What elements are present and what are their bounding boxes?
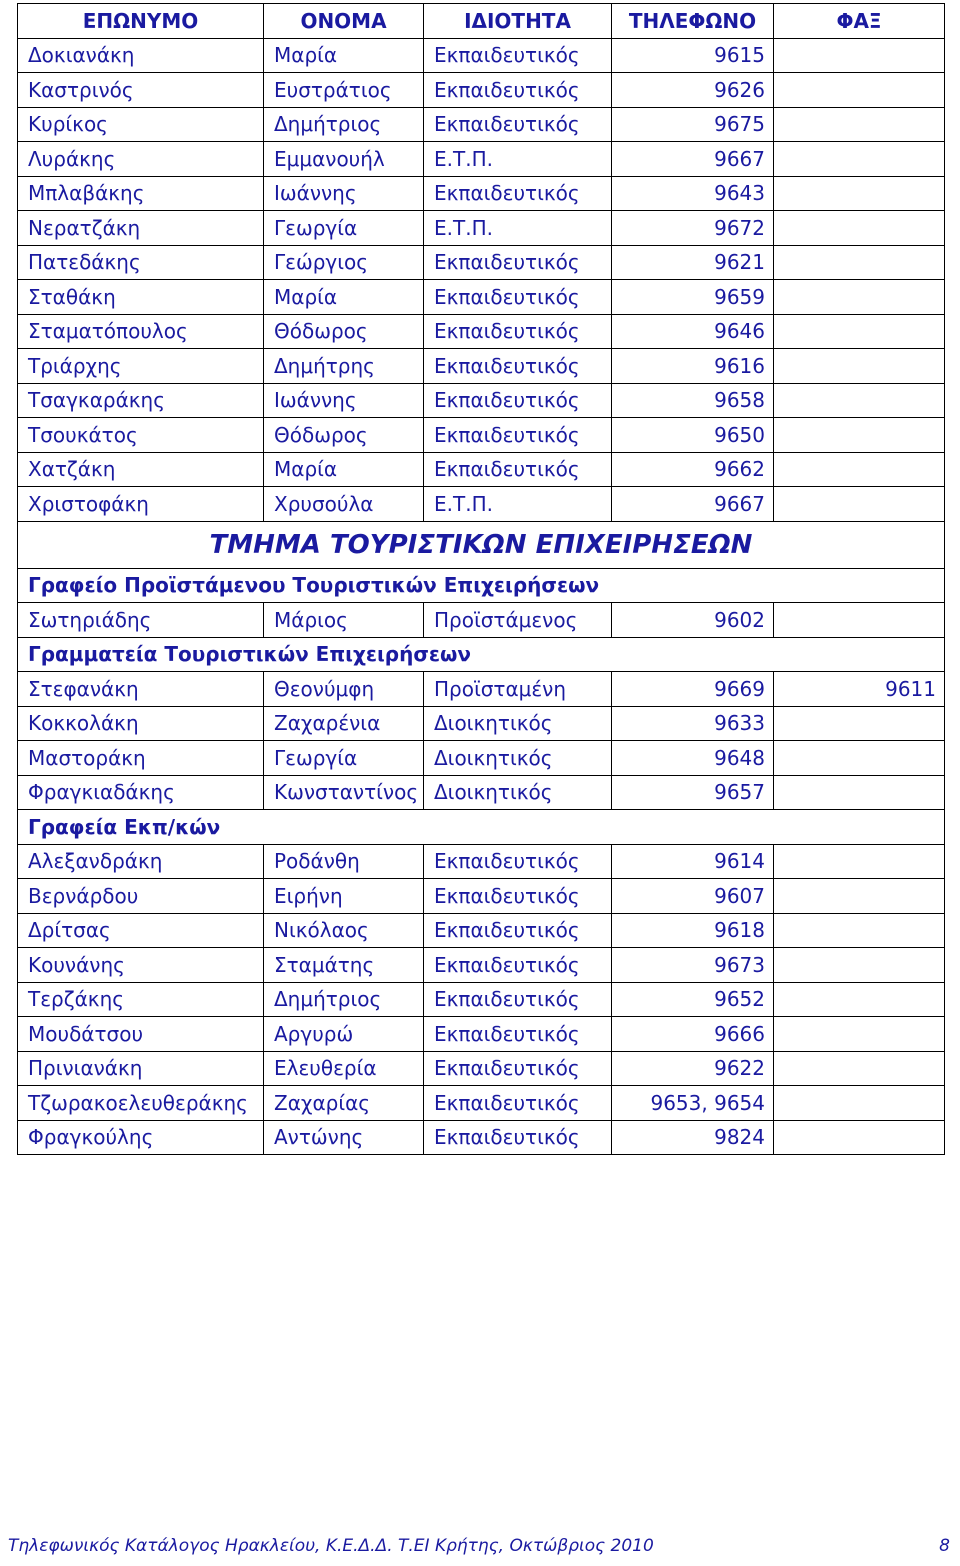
header-name: ΟΝΟΜΑ — [264, 4, 424, 39]
subsection-title: Γραφεία Εκπ/κών — [18, 810, 945, 845]
cell-name: Ζαχαρένια — [264, 706, 424, 741]
cell-role: Εκπαιδευτικός — [424, 879, 612, 914]
cell-surname: Φραγκιαδάκης — [18, 775, 264, 810]
cell-name: Νικόλαος — [264, 913, 424, 948]
cell-surname: Κυρίκος — [18, 107, 264, 142]
cell-name: Μαρία — [264, 280, 424, 315]
table-row — [18, 142, 945, 177]
cell-fax — [774, 280, 945, 315]
cell-name: Γεωργία — [264, 211, 424, 246]
cell-role: Εκπαιδευτικός — [424, 844, 612, 879]
cell-phone: 9633 — [612, 706, 774, 741]
cell-surname: Καστρινός — [18, 73, 264, 108]
cell-role: Εκπαιδευτικός — [424, 1051, 612, 1086]
cell-name: Αργυρώ — [264, 1017, 424, 1052]
cell-role: Διοικητικός — [424, 706, 612, 741]
table-row — [18, 741, 945, 776]
cell-phone: 9673 — [612, 948, 774, 983]
cell-role: Εκπαιδευτικός — [424, 1120, 612, 1155]
cell-role: Προϊσταμένη — [424, 672, 612, 707]
cell-surname: Αλεξανδράκη — [18, 844, 264, 879]
table-row — [18, 1017, 945, 1052]
cell-role: Εκπαιδευτικός — [424, 107, 612, 142]
cell-fax — [774, 349, 945, 384]
cell-role: Εκπαιδευτικός — [424, 38, 612, 73]
cell-surname: Δρίτσας — [18, 913, 264, 948]
cell-name: Δημήτριος — [264, 982, 424, 1017]
cell-role: Διοικητικός — [424, 741, 612, 776]
table-row — [18, 245, 945, 280]
cell-role: Διοικητικός — [424, 775, 612, 810]
cell-phone: 9616 — [612, 349, 774, 384]
cell-phone: 9643 — [612, 176, 774, 211]
cell-name: Θεονύμφη — [264, 672, 424, 707]
cell-fax — [774, 176, 945, 211]
directory-body — [18, 38, 945, 1155]
cell-phone: 9614 — [612, 844, 774, 879]
table-row — [18, 383, 945, 418]
cell-phone: 9667 — [612, 487, 774, 522]
cell-surname: Σταθάκη — [18, 280, 264, 315]
cell-name: Ειρήνη — [264, 879, 424, 914]
cell-name: Μαρία — [264, 452, 424, 487]
cell-surname: Πατεδάκης — [18, 245, 264, 280]
table-row — [18, 176, 945, 211]
cell-phone: 9659 — [612, 280, 774, 315]
section-title-row — [18, 521, 945, 568]
cell-role: Εκπαιδευτικός — [424, 383, 612, 418]
phone-directory-table — [17, 3, 945, 1155]
cell-name: Χρυσούλα — [264, 487, 424, 522]
cell-phone: 9626 — [612, 73, 774, 108]
cell-name: Γεωργία — [264, 741, 424, 776]
cell-role: Ε.Τ.Π. — [424, 211, 612, 246]
cell-name: Μαρία — [264, 38, 424, 73]
table-row — [18, 38, 945, 73]
header-phone: ΤΗΛΕΦΩΝΟ — [612, 4, 774, 39]
cell-fax — [774, 879, 945, 914]
table-row — [18, 672, 945, 707]
cell-phone: 9615 — [612, 38, 774, 73]
cell-surname: Μαστοράκη — [18, 741, 264, 776]
footer-text: Τηλεφωνικός Κατάλογος Ηρακλείου, Κ.Ε.Δ.Δ. Τ.ΕΙ Κρήτης, Οκτώβριος 2010 — [8, 1536, 654, 1556]
table-row — [18, 879, 945, 914]
cell-role: Εκπαιδευτικός — [424, 948, 612, 983]
table-row — [18, 452, 945, 487]
cell-fax — [774, 487, 945, 522]
page-number: 8 — [939, 1536, 950, 1556]
cell-surname: Φραγκούλης — [18, 1120, 264, 1155]
cell-fax — [774, 1086, 945, 1121]
table-row — [18, 1086, 945, 1121]
cell-name: Ροδάνθη — [264, 844, 424, 879]
table-row — [18, 982, 945, 1017]
header-surname: ΕΠΩΝΥΜΟ — [18, 4, 264, 39]
table-row — [18, 73, 945, 108]
cell-role: Προϊστάμενος — [424, 603, 612, 638]
cell-phone: 9658 — [612, 383, 774, 418]
cell-role: Εκπαιδευτικός — [424, 913, 612, 948]
cell-role: Εκπαιδευτικός — [424, 452, 612, 487]
cell-fax: 9611 — [774, 672, 945, 707]
cell-surname: Βερνάρδου — [18, 879, 264, 914]
cell-phone: 9669 — [612, 672, 774, 707]
cell-name: Ευστράτιος — [264, 73, 424, 108]
cell-role: Εκπαιδευτικός — [424, 314, 612, 349]
table-row — [18, 349, 945, 384]
cell-fax — [774, 844, 945, 879]
cell-name: Ιωάννης — [264, 383, 424, 418]
cell-phone: 9646 — [612, 314, 774, 349]
cell-fax — [774, 418, 945, 453]
cell-phone: 9648 — [612, 741, 774, 776]
table-row — [18, 1120, 945, 1155]
cell-fax — [774, 948, 945, 983]
header-fax: ΦΑΞ — [774, 4, 945, 39]
cell-name: Θόδωρος — [264, 314, 424, 349]
cell-surname: Μπλαβάκης — [18, 176, 264, 211]
cell-role: Εκπαιδευτικός — [424, 418, 612, 453]
cell-name: Θόδωρος — [264, 418, 424, 453]
cell-phone: 9824 — [612, 1120, 774, 1155]
cell-name: Δημήτριος — [264, 107, 424, 142]
subsection-title-row — [18, 637, 945, 672]
cell-name: Αντώνης — [264, 1120, 424, 1155]
subsection-title-row — [18, 568, 945, 603]
table-row — [18, 1051, 945, 1086]
cell-phone: 9607 — [612, 879, 774, 914]
cell-surname: Στεφανάκη — [18, 672, 264, 707]
cell-fax — [774, 38, 945, 73]
cell-phone: 9653, 9654 — [612, 1086, 774, 1121]
cell-surname: Σωτηριάδης — [18, 603, 264, 638]
page-footer — [8, 1536, 950, 1556]
cell-surname: Τσουκάτος — [18, 418, 264, 453]
cell-fax — [774, 741, 945, 776]
cell-surname: Λυράκης — [18, 142, 264, 177]
cell-fax — [774, 107, 945, 142]
cell-role: Εκπαιδευτικός — [424, 73, 612, 108]
cell-role: Εκπαιδευτικός — [424, 245, 612, 280]
cell-name: Μάριος — [264, 603, 424, 638]
cell-surname: Κοκκολάκη — [18, 706, 264, 741]
cell-phone: 9657 — [612, 775, 774, 810]
table-row — [18, 775, 945, 810]
table-row — [18, 844, 945, 879]
cell-surname: Πρινιανάκη — [18, 1051, 264, 1086]
subsection-title: Γραμματεία Τουριστικών Επιχειρήσεων — [18, 637, 945, 672]
cell-fax — [774, 314, 945, 349]
cell-fax — [774, 452, 945, 487]
cell-surname: Τζωρακοελευθεράκης — [18, 1086, 264, 1121]
cell-surname: Τριάρχης — [18, 349, 264, 384]
cell-surname: Νερατζάκη — [18, 211, 264, 246]
section-title: ΤΜΗΜΑ ΤΟΥΡΙΣΤΙΚΩΝ ΕΠΙΧΕΙΡΗΣΕΩΝ — [18, 521, 945, 568]
cell-phone: 9666 — [612, 1017, 774, 1052]
table-row — [18, 948, 945, 983]
cell-name: Ζαχαρίας — [264, 1086, 424, 1121]
cell-fax — [774, 245, 945, 280]
subsection-title: Γραφείο Προϊστάμενου Τουριστικών Επιχειρήσεων — [18, 568, 945, 603]
header-role: ΙΔΙΟΤΗΤΑ — [424, 4, 612, 39]
cell-phone: 9672 — [612, 211, 774, 246]
cell-fax — [774, 1017, 945, 1052]
table-row — [18, 211, 945, 246]
cell-surname: Μουδάτσου — [18, 1017, 264, 1052]
cell-fax — [774, 73, 945, 108]
cell-surname: Χριστοφάκη — [18, 487, 264, 522]
cell-fax — [774, 1120, 945, 1155]
table-row — [18, 314, 945, 349]
table-row — [18, 913, 945, 948]
cell-phone: 9675 — [612, 107, 774, 142]
cell-role: Εκπαιδευτικός — [424, 349, 612, 384]
cell-phone: 9667 — [612, 142, 774, 177]
cell-phone: 9602 — [612, 603, 774, 638]
cell-name: Ιωάννης — [264, 176, 424, 211]
table-row — [18, 418, 945, 453]
cell-fax — [774, 775, 945, 810]
cell-role: Εκπαιδευτικός — [424, 982, 612, 1017]
cell-surname: Δοκιανάκη — [18, 38, 264, 73]
cell-surname: Χατζάκη — [18, 452, 264, 487]
cell-name: Δημήτρης — [264, 349, 424, 384]
cell-name: Κωνσταντίνος — [264, 775, 424, 810]
cell-name: Εμμανουήλ — [264, 142, 424, 177]
cell-role: Εκπαιδευτικός — [424, 1086, 612, 1121]
cell-phone: 9621 — [612, 245, 774, 280]
cell-surname: Κουνάνης — [18, 948, 264, 983]
cell-phone: 9618 — [612, 913, 774, 948]
table-row — [18, 706, 945, 741]
cell-phone: 9622 — [612, 1051, 774, 1086]
cell-phone: 9652 — [612, 982, 774, 1017]
table-row — [18, 107, 945, 142]
cell-phone: 9662 — [612, 452, 774, 487]
cell-surname: Τερζάκης — [18, 982, 264, 1017]
cell-fax — [774, 913, 945, 948]
cell-fax — [774, 383, 945, 418]
cell-surname: Τσαγκαράκης — [18, 383, 264, 418]
cell-fax — [774, 211, 945, 246]
cell-name: Ελευθερία — [264, 1051, 424, 1086]
table-row — [18, 603, 945, 638]
cell-fax — [774, 982, 945, 1017]
cell-role: Εκπαιδευτικός — [424, 280, 612, 315]
cell-phone: 9650 — [612, 418, 774, 453]
header-row — [18, 4, 945, 39]
cell-surname: Σταματόπουλος — [18, 314, 264, 349]
cell-name: Σταμάτης — [264, 948, 424, 983]
cell-fax — [774, 142, 945, 177]
cell-fax — [774, 1051, 945, 1086]
cell-role: Εκπαιδευτικός — [424, 176, 612, 211]
cell-role: Ε.Τ.Π. — [424, 487, 612, 522]
subsection-title-row — [18, 810, 945, 845]
cell-fax — [774, 603, 945, 638]
cell-fax — [774, 706, 945, 741]
cell-name: Γεώργιος — [264, 245, 424, 280]
cell-role: Ε.Τ.Π. — [424, 142, 612, 177]
table-row — [18, 280, 945, 315]
table-row — [18, 487, 945, 522]
cell-role: Εκπαιδευτικός — [424, 1017, 612, 1052]
